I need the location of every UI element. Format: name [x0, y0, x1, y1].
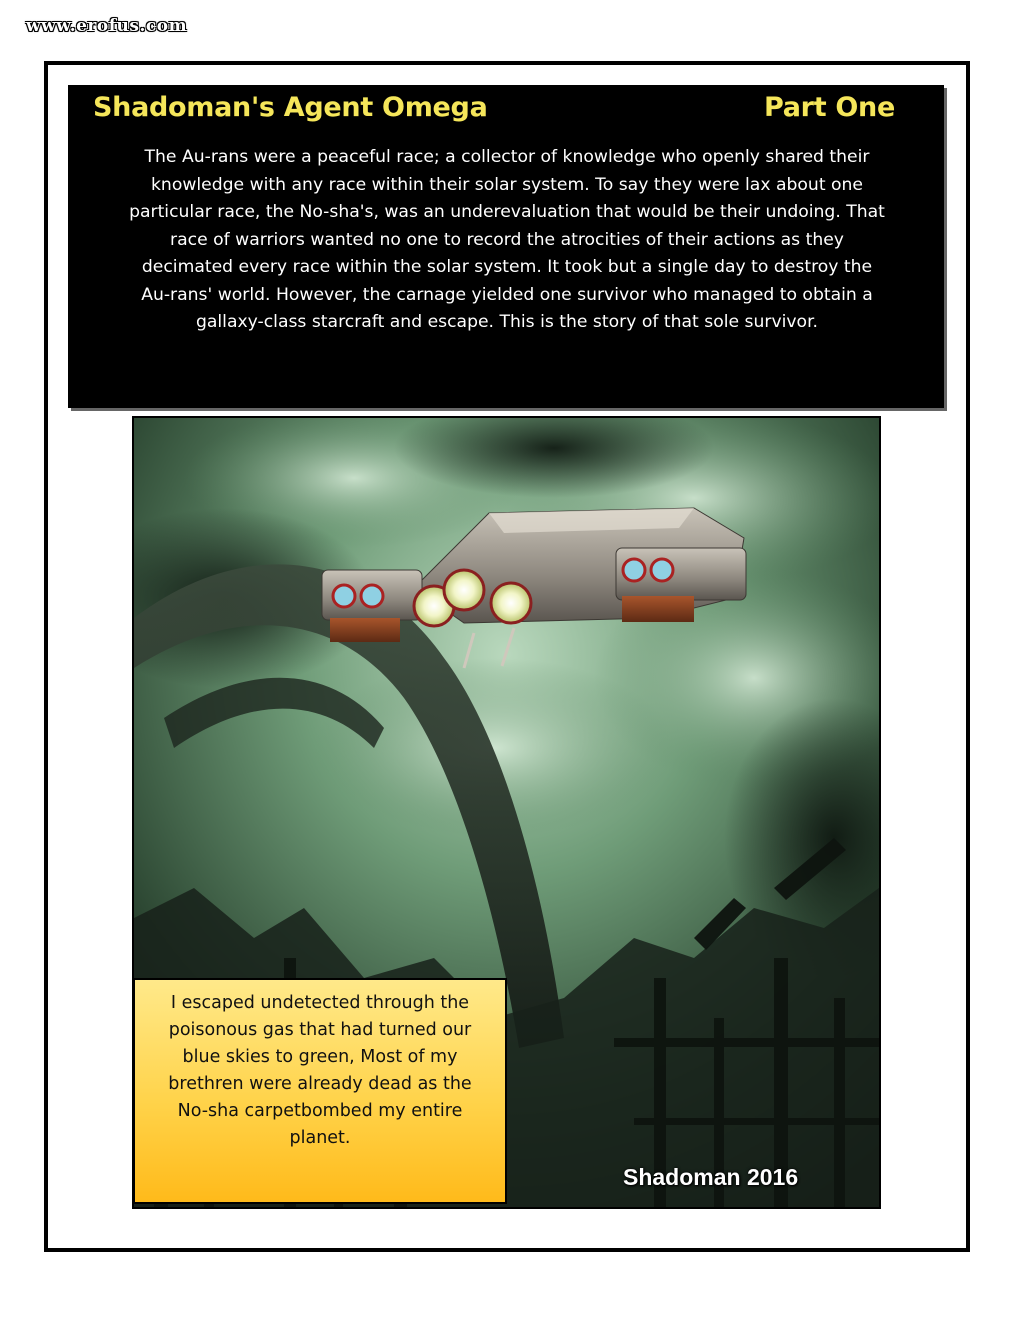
intro-line: decimated every race within the solar system. It took but a single day to destroy the: [141, 257, 873, 277]
intro-line: particular race, the No-sha's, was an underevaluation that would be their undoing. That: [129, 202, 885, 222]
caption-line: brethren were already dead as the: [168, 1074, 472, 1094]
caption-line: I escaped undetected through the: [170, 993, 470, 1013]
intro-line: race of warriors wanted no one to record the atrocities of their actions as they: [170, 229, 844, 250]
caption-line: planet.: [289, 1128, 351, 1148]
caption-line: No-sha carpetbombed my entire: [177, 1101, 463, 1121]
intro-line: The Au-rans were a peaceful race; a collector of knowledge who openly shared their: [144, 147, 870, 167]
intro-text: [92, 144, 922, 337]
part-label: Part One: [764, 92, 895, 123]
intro-line: knowledge with any race within their solar system. To say they were lax about one: [150, 174, 864, 195]
caption-line: poisonous gas that had turned our: [168, 1020, 472, 1040]
artist-signature: Shadoman 2016: [623, 1164, 799, 1190]
caption-text: [146, 990, 494, 1152]
comic-title: Shadoman's Agent Omega: [93, 92, 488, 123]
intro-line: gallaxy-class starcraft and escape. This is the story of that sole survivor.: [195, 312, 819, 332]
caption-line: blue skies to green, Most of my: [182, 1047, 458, 1067]
site-watermark: www.erofus.com: [26, 16, 188, 36]
intro-line: Au-rans' world. However, the carnage yielded one survivor who managed to obtain a: [141, 284, 873, 305]
